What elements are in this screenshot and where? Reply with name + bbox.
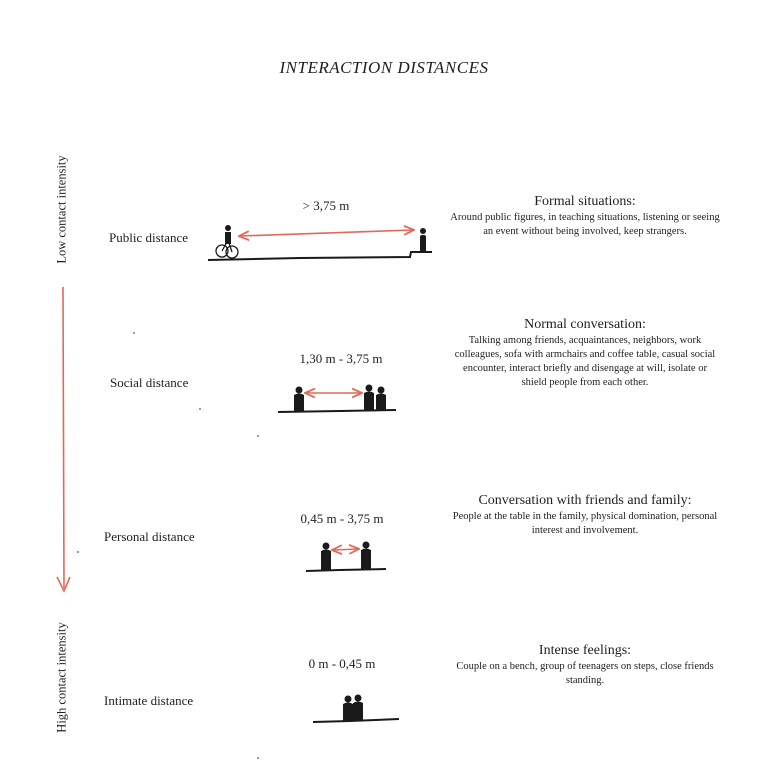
- person-figure: [376, 387, 386, 412]
- person-figure: [420, 228, 426, 252]
- distance-personal: 0,45 m - 3,75 m: [300, 511, 384, 526]
- person-figure: [294, 387, 304, 412]
- person-figure: [361, 542, 371, 570]
- social-distance-drawing: [278, 385, 396, 413]
- cyclist-figure: [216, 225, 238, 258]
- intensity-axis-arrow: [57, 287, 70, 591]
- public-distance-drawing: [208, 225, 432, 260]
- row-label-public: Public distance: [109, 230, 189, 245]
- personal-distance-drawing: [306, 542, 386, 572]
- personal-distance-arrow: [333, 549, 358, 550]
- description-text: Talking among friends, acquaintances, neighbors, work colleagues, sofa with armchairs and coffee table, casual social encounter, interact briefly and disengage at will, isolate or shield people from each other.: [454, 335, 716, 388]
- row-label-intimate: Intimate distance: [104, 693, 194, 708]
- person-figure: [364, 385, 374, 412]
- ground-line: [306, 569, 386, 571]
- distance-intimate: 0 m - 0,45 m: [308, 656, 376, 671]
- diagram-title: INTERACTION DISTANCES: [279, 58, 489, 77]
- ground-line: [208, 252, 432, 260]
- stray-dots: [77, 332, 259, 759]
- intimate-distance-drawing: [313, 695, 399, 723]
- description-heading: Conversation with friends and family:: [478, 493, 692, 508]
- description-heading: Intense feelings:: [538, 643, 632, 658]
- description-text: Couple on a bench, group of teenagers on steps, close friends standing.: [456, 661, 714, 686]
- description-text: People at the table in the family, physical domination, personal interest and involvement.: [452, 511, 718, 536]
- row-label-personal: Personal distance: [104, 529, 195, 544]
- row-label-social: Social distance: [110, 375, 189, 390]
- description-heading: Normal conversation:: [524, 317, 646, 332]
- public-distance-arrow: [240, 230, 413, 236]
- distance-social: 1,30 m - 3,75 m: [299, 351, 383, 366]
- axis-top-label: Low contact intensity: [54, 155, 69, 264]
- person-figure: [343, 696, 353, 722]
- person-figure: [353, 695, 363, 722]
- distance-public: > 3,75 m: [302, 198, 350, 213]
- description-heading: Formal situations:: [534, 194, 636, 209]
- person-figure: [321, 543, 331, 571]
- description-text: Around public figures, in teaching situations, listening or seeing an event without being involved, keep strangers.: [450, 212, 720, 237]
- axis-bottom-label: High contact intensity: [54, 622, 69, 733]
